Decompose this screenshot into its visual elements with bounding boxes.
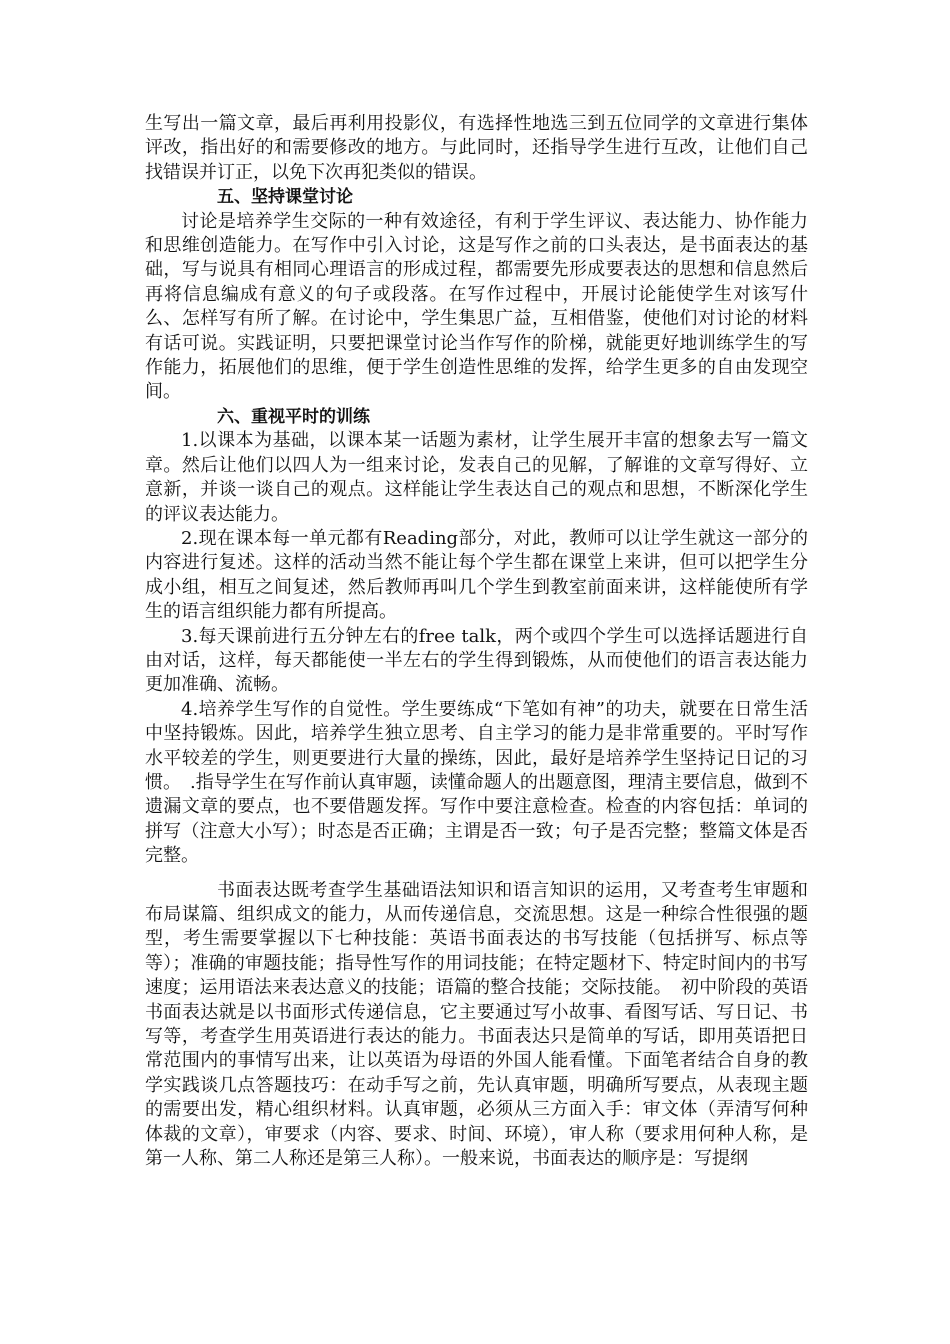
paragraph-intro: 生写出一篇文章，最后再利用投影仪，有选择性地选三到五位同学的文章进行集体评改，指出好的和需要修改的地方。与此同时，还指导学生进行互改，让他们自己找错误并订正，以免下次再犯类似的错误。 (145, 113, 808, 183)
list-item-3: 3.每天课前进行五分钟左右的free talk，两个或四个学生可以选择话题进行自由对话，这样，每天都能使一半左右的学生得到锻炼，从而使他们的语言表达能力更加准确、流畅。 (145, 625, 808, 696)
section-heading-5: 五、坚持课堂讨论 (217, 187, 353, 208)
paragraph-discussion: 讨论是培养学生交际的一种有效途径，有利于学生评议、表达能力、协作能力和思维创造能力。在写作中引入讨论，这是写作之前的口头表达，是书面表达的基础，写与说具有相同心理语言的形成过程，都需要先形成要表达的思想和信息然后再将信息编成有意义的句子或段落。在写作过程中，开展讨论能使学生对该写什么、怎样写有所了解。在讨论中，学生集思广益，互相借鉴，使他们对讨论的材料有话可说。实践证明，只要把课堂讨论当作写作的阶梯，就能更好地训练学生的写作能力，拓展他们的思维，便于学生创造性思维的发挥，给学生更多的自由发现空间。 (145, 210, 808, 403)
list-item-2: 2.现在课本每一单元都有Reading部分，对此，教师可以让学生就这一部分的内容进行复述。这样的活动当然不能让每个学生都在课堂上来讲，但可以把学生分成小组，相互之间复述，然后教师再叫几个学生到教室前面来讲，这样能使所有学生的语言组织能力都有所提高。 (145, 527, 808, 623)
list-item-4: 4.培养学生写作的自觉性。学生要练成“下笔如有神”的功夫，就要在日常生活中坚持锻炼。因此，培养学生独立思考、自主学习的能力是非常重要的。平时写作水平较差的学生，则更要进行大量的操练，因此，最好是培养学生坚持记日记的习惯。 .指导学生在写作前认真审题，读懂命题人的出题意图，理清主要信息，做到不遗漏文章的要点，也不要借题发挥。写作中要注意检查。检查的内容包括：单词的拼写（注意大小写）；时态是否正确；主谓是否一致；句子是否完整；整篇文体是否完整。 (145, 698, 808, 867)
document-body (145, 112, 808, 1171)
list-item-1: 1.以课本为基础，以课本某一话题为素材，让学生展开丰富的想象去写一篇文章。然后让他们以四人为一组来讨论，发表自己的见解，了解谁的文章写得好、立意新，并谈一谈自己的观点。这样能让学生表达自己的观点和思想，不断深化学生的评议表达能力。 (145, 430, 808, 525)
paragraph-gap (145, 869, 808, 879)
paragraph-summary: 书面表达既考查学生基础语法知识和语言知识的运用，又考查考生审题和布局谋篇、组织成文的能力，从而传递信息，交流思想。这是一种综合性很强的题型，考生需要掌握以下七种技能：英语书面表达的书写技能（包括拼写、标点等等）；准确的审题技能；指导性写作的用词技能；在特定题材下、特定时间内的书写速度；运用语法来表达意义的技能；语篇的整合技能；交际技能。 初中阶段的英语书面表达就是以书面形式传递信息，它主要通过写小故事、看图写话、写日记、书写等，考查学生用英语进行表达的能力。书面表达只是简单的写话，即用英语把日常范围内的事情写出来，让以英语为母语的外国人能看懂。下面笔者结合自身的教学实践谈几点答题技巧：在动手写之前，先认真审题，明确所写要点，从表现主题的需要出发，精心组织材料。认真审题，必须从三方面入手：审文体（弄清写何种体裁的文章），审要求（内容、要求、时间、环境），审人称（要求用何种人称，是第一人称、第二人称还是第三人称）。一般来说，书面表达的顺序是：写提纲 (145, 879, 808, 1170)
section-heading-6: 六、重视平时的训练 (217, 406, 370, 427)
